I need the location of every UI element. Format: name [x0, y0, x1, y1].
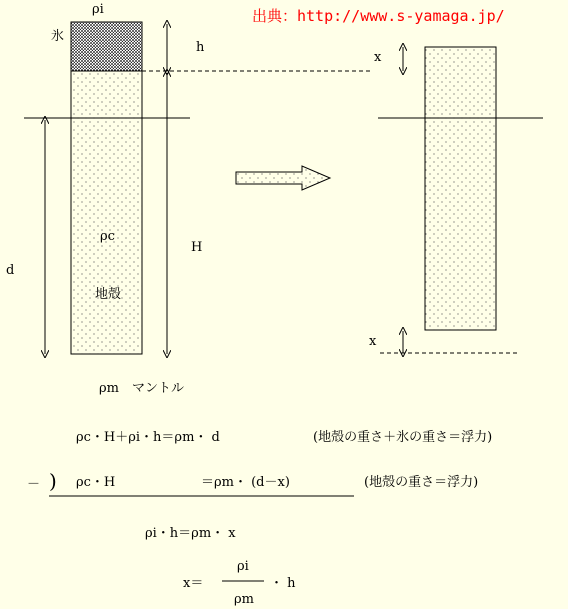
crust-block-right: [425, 47, 496, 330]
equation-2-note: (地殻の重さ＝浮力): [364, 475, 479, 490]
equation-4-rhs: ・ h: [270, 576, 296, 591]
equation-2-right: ＝ρm・ (d－x): [201, 475, 290, 490]
h-label: h: [196, 40, 205, 55]
ice-block: [71, 22, 142, 71]
x-top-label: x: [374, 50, 382, 65]
equation-4-numerator: ρi: [237, 559, 249, 574]
equation-1: ρc・H＋ρi・h＝ρm・ d: [76, 430, 220, 445]
equation-1-note: (地殻の重さ＋氷の重さ＝浮力): [313, 430, 493, 445]
minus-sign: －: [27, 477, 41, 492]
transition-arrow-icon: [236, 166, 330, 190]
rho-c-label: ρc: [100, 229, 115, 244]
source-credit: 出典：http://www.s-yamaga.jp/: [252, 7, 505, 25]
d-label: d: [6, 263, 15, 278]
crust-block-left: [71, 71, 142, 354]
equation-3: ρi・h＝ρm・ x: [145, 526, 236, 541]
equation-2-left: ρc・H: [76, 475, 116, 490]
ice-label: 氷: [51, 29, 65, 44]
equation-4-lhs: x＝: [183, 576, 204, 591]
H-label: H: [191, 240, 203, 255]
x-bottom-label: x: [369, 334, 377, 349]
mantle-label: ρm マントル: [99, 381, 184, 396]
subtraction-paren: ): [49, 469, 57, 493]
crust-label: 地殻: [95, 287, 122, 302]
equation-4-denominator: ρm: [234, 592, 254, 607]
rho-i-label: ρi: [92, 2, 104, 17]
